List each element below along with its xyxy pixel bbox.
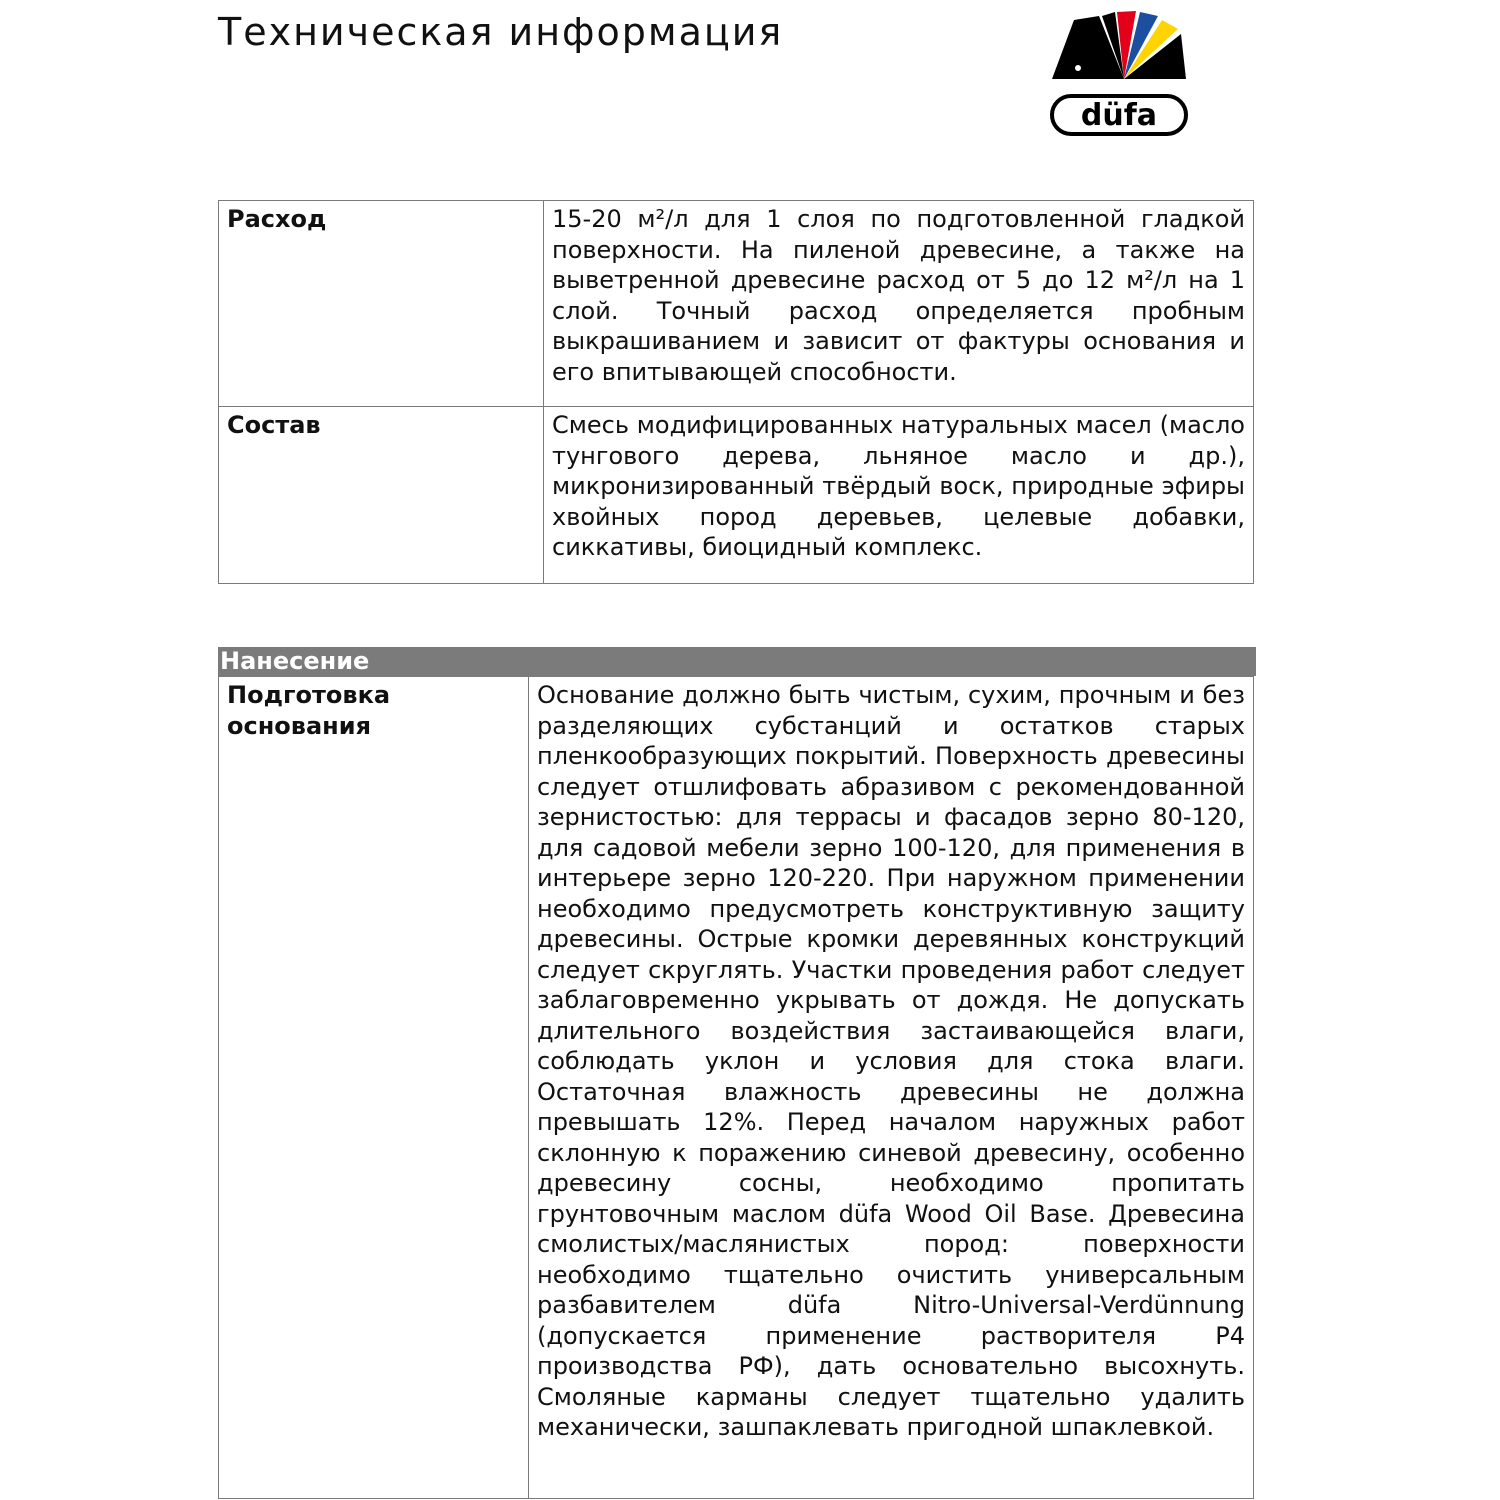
consumption-text: 15-20 м²/л для 1 слоя по подготовленной гладкой поверхности. На пиленой древесине, а также на выветренной древесине расход от 5 до 12 м²/л на 1 слой. Точный расход определяется пробным выкрашиванием и зависит от фактуры основания и его впитывающей способности. [544, 201, 1254, 407]
logo-text: düfa [1080, 98, 1158, 133]
table-row-consumption [219, 201, 1254, 407]
table-row-composition [219, 407, 1254, 584]
table-row-surface-preparation [219, 677, 1254, 1499]
page-title: Техническая информация [218, 10, 784, 54]
consumption-label: Расход [219, 201, 544, 407]
composition-text: Смесь модифицированных натуральных масел (масло тунгового дерева, льняное масло и др.), микронизированный твёрдый воск, природные эфиры хвойных пород деревьев, целевые добавки, сиккативы, биоцидный комплекс. [544, 407, 1254, 584]
surface-preparation-label: Подготовка основания [219, 677, 529, 1499]
composition-label: Состав [219, 407, 544, 584]
section-heading-application: Нанесение [218, 647, 1256, 676]
surface-preparation-text: Основание должно быть чистым, сухим, прочным и без разделяющих субстанций и остатков старых пленкообразующих покрытий. Поверхность древесины следует отшлифовать абразивом с рекомендованной зернистостью: для террасы и фасадов зерно 80-120, для садовой мебели зерно 100-120, для применения в интерьере зерно 120-220. При наружном применении необходимо предусмотреть конструктивную защиту древесины. Острые кромки деревянных конструкций следует скруглять. Участки проведения работ следует заблаговременно укрывать от дождя. Не допускать длительного воздействия застаивающейся влаги, соблюдать уклон и условия для стока влаги. Остаточная влажность древесины не должна превышать 12%. Перед началом наружных работ склонную к поражению синевой древесину, особенно древесину сосны, необходимо пропитать грунтовочным маслом düfa Wood Oil Base. Древесина смолистых/маслянистых пород: поверхности необходимо тщательно очистить универсальным разбавителем düfa Nitro-Universal-Verdünnung (допускается применение растворителя Р4 производства РФ), дать основательно высохнуть. Смоляные карманы следует тщательно удалить механически, зашпаклевать пригодной шпаклевкой. [529, 677, 1254, 1499]
dufa-logo [1040, 2, 1200, 142]
logo-dot [1075, 65, 1081, 71]
properties-table [218, 200, 1254, 584]
application-table [218, 676, 1254, 1499]
